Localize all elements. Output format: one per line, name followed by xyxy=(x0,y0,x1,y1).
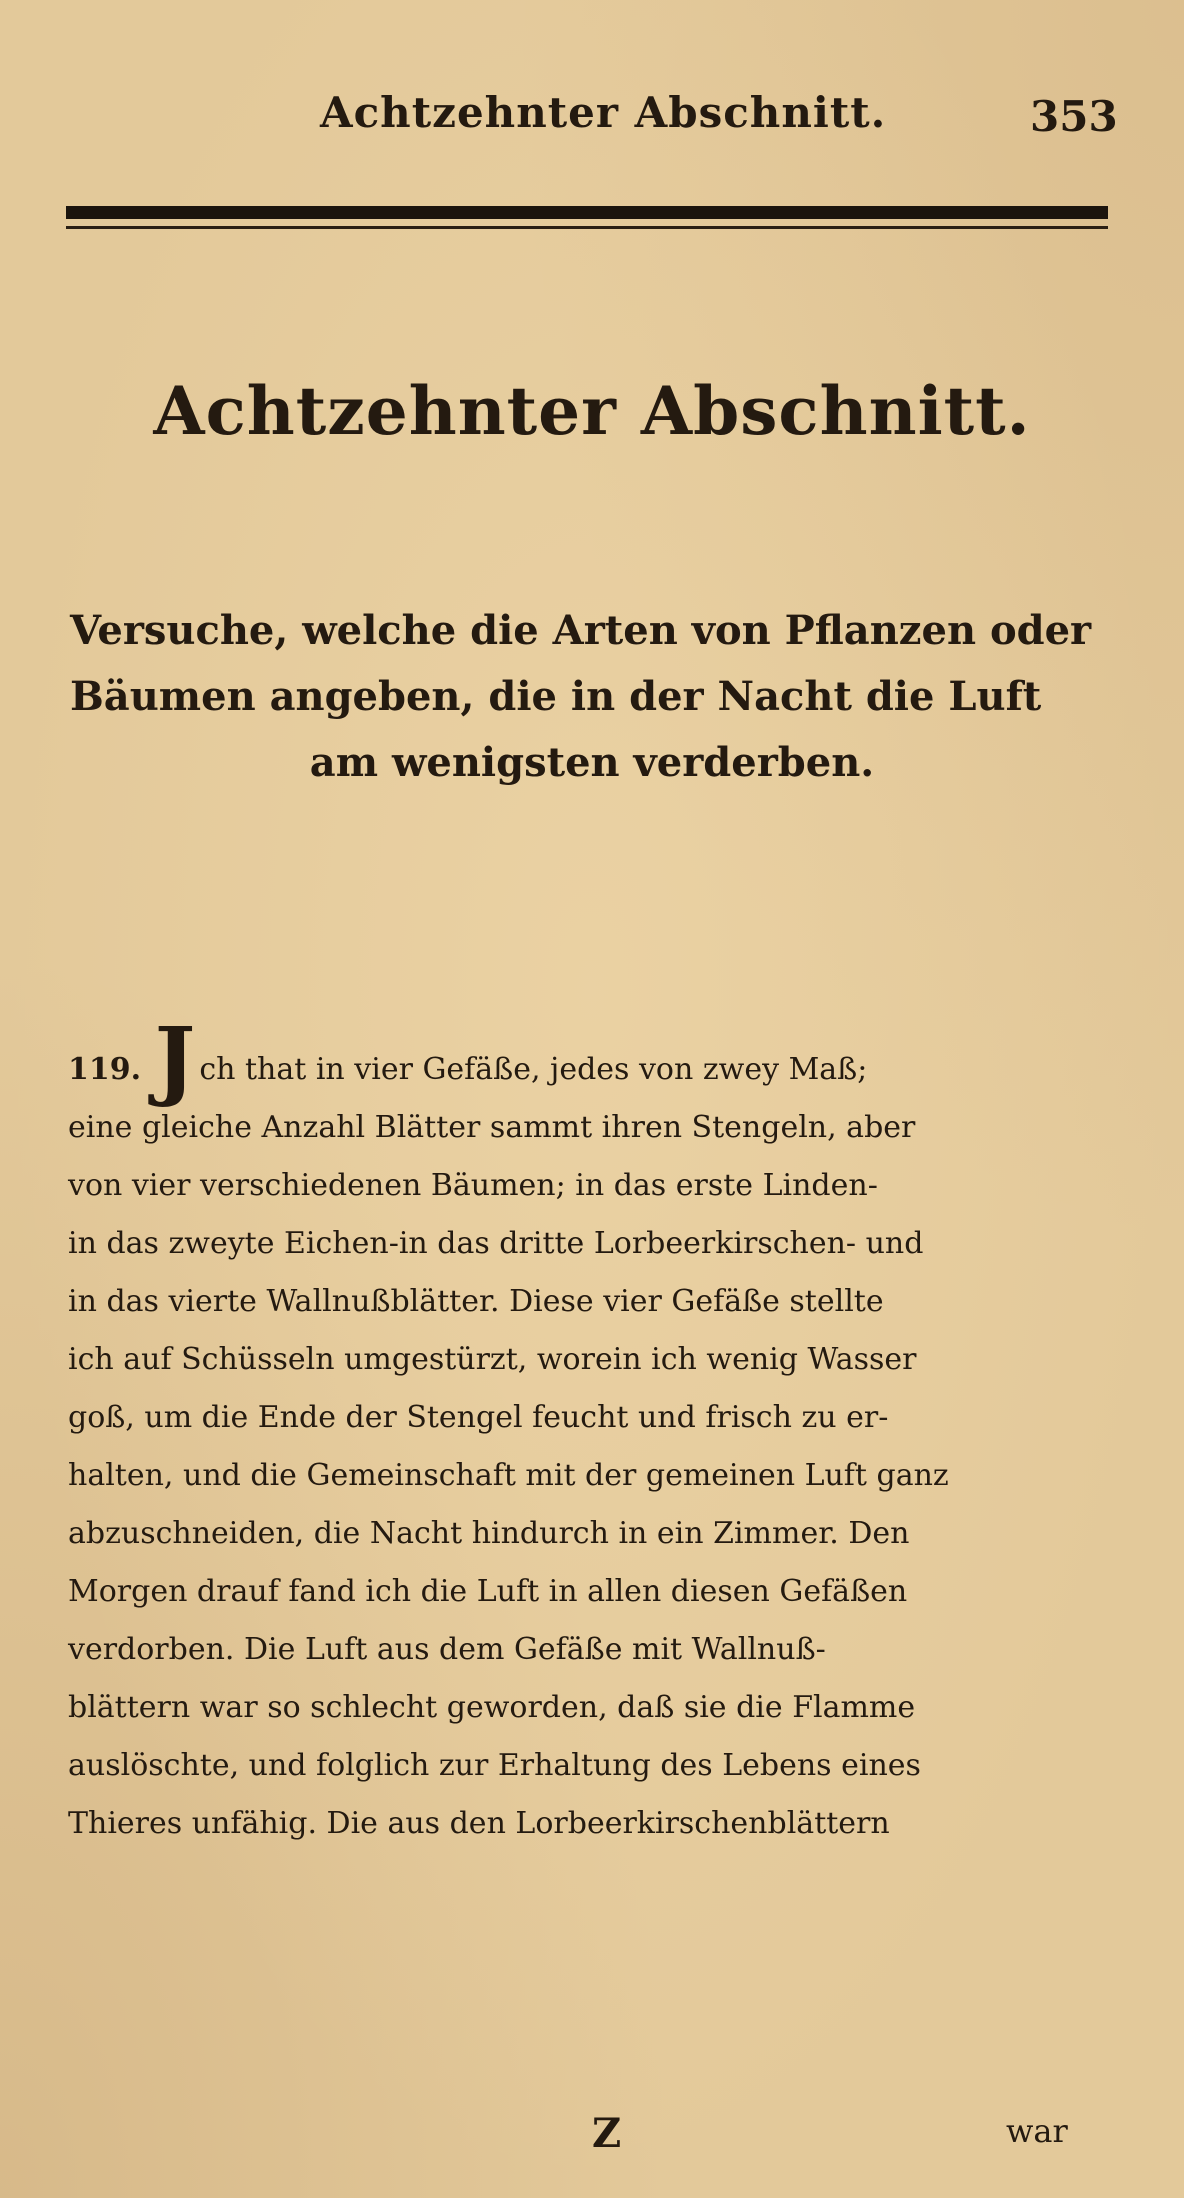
text-line: in das vierte Wallnußblätter. Diese vier Gefäße stellte xyxy=(68,1284,884,1319)
text-line: in das zweyte Eichen-in das dritte Lorbeerkirschen- und xyxy=(68,1226,924,1261)
drop-cap: J xyxy=(154,1009,196,1110)
paragraph-first-line xyxy=(68,1009,1116,1110)
header-rule-thin xyxy=(66,226,1108,229)
body-paragraph xyxy=(68,1009,1116,1853)
text-line: abzuschneiden, die Nacht hindurch in ein Zimmer. Den xyxy=(68,1516,910,1551)
signature-mark: Z xyxy=(592,2110,622,2157)
subtitle-line: am wenigsten verderben. xyxy=(309,739,875,786)
text-line: Morgen drauf fand ich die Luft in allen diesen Gefäßen xyxy=(68,1574,908,1609)
chapter-title: Achtzehnter Abschnitt. xyxy=(153,372,1031,450)
text-line: goß, um die Ende der Stengel feucht und frisch zu er- xyxy=(68,1400,889,1435)
first-line-text: ch that in vier Gefäße, jedes von zwey Maß; xyxy=(199,1052,868,1087)
text-line: von vier verschiedenen Bäumen; in das erste Linden- xyxy=(68,1168,878,1203)
text-line: auslöschte, und folglich zur Erhaltung des Lebens eines xyxy=(68,1748,921,1783)
text-line: halten, und die Gemeinschaft mit der gemeinen Luft ganz xyxy=(68,1458,949,1493)
text-line: ich auf Schüsseln umgestürzt, worein ich wenig Wasser xyxy=(68,1342,917,1377)
catchword: war xyxy=(1006,2112,1068,2150)
section-number: 119. xyxy=(68,1052,142,1087)
text-line: eine gleiche Anzahl Blätter sammt ihren Stengeln, aber xyxy=(68,1110,916,1145)
subtitle-line: Versuche, welche die Arten von Pflanzen oder xyxy=(70,607,1092,654)
page-number: 353 xyxy=(1030,92,1118,141)
text-line: verdorben. Die Luft aus dem Gefäße mit Wallnuß- xyxy=(68,1632,826,1667)
text-line: blättern war so schlecht geworden, daß sie die Flamme xyxy=(68,1690,916,1725)
subtitle-line: Bäumen angeben, die in der Nacht die Luft xyxy=(70,673,1042,720)
running-header: Achtzehnter Abschnitt. xyxy=(320,88,887,137)
chapter-subtitle xyxy=(70,598,1114,796)
header-rule-thick xyxy=(66,206,1108,219)
text-line: Thieres unfähig. Die aus den Lorbeerkirschenblättern xyxy=(68,1806,890,1841)
